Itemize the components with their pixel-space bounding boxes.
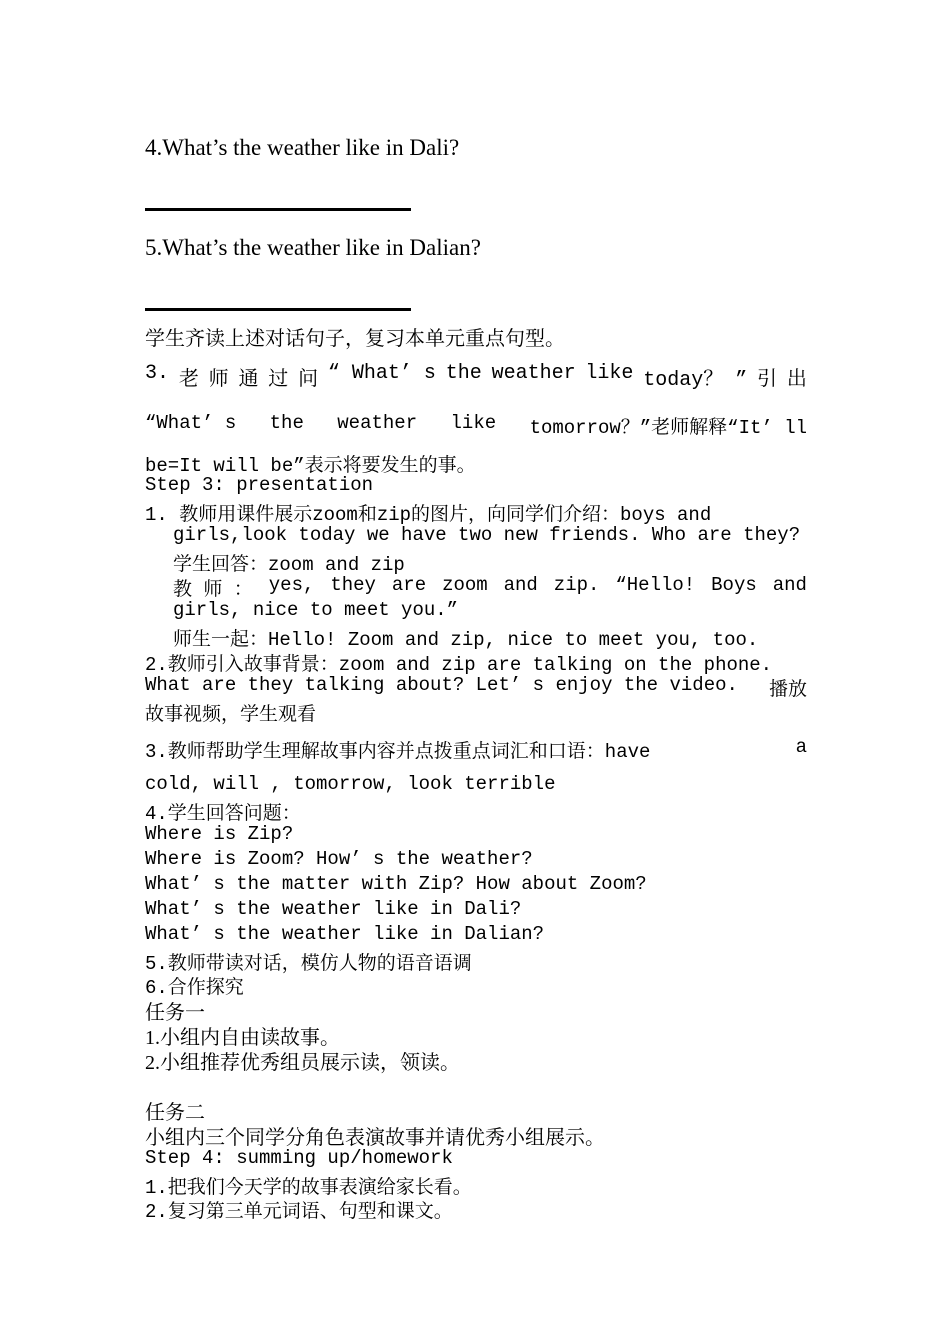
question-5: 5.What’s the weather like in Dalian? bbox=[145, 235, 481, 260]
task-1-heading: 任务一 bbox=[145, 1002, 205, 1024]
body-line-1: 学生齐读上述对话句子，复习本单元重点句型。 bbox=[145, 328, 565, 350]
question-matter: What’ s the matter with Zip? How about Zoom? bbox=[145, 873, 647, 895]
task-1-item-1: 1.小组内自由读故事。 bbox=[145, 1027, 340, 1049]
body-line-13: What are they talking about? Let’ s enjoy the video. 播放 bbox=[145, 674, 807, 701]
body-line-23: 5.教师带读对话，模仿人物的语音语调 bbox=[145, 953, 472, 975]
task-2-item: 小组内三个同学分角色表演故事并请优秀小组展示。 bbox=[145, 1127, 605, 1149]
body-line-15: 3.教师帮助学生理解故事内容并点拨重点词汇和口语：have a bbox=[145, 736, 807, 763]
question-where-zoom: Where is Zoom? How’ s the weather? bbox=[145, 848, 533, 870]
question-dalian: What’ s the weather like in Dalian? bbox=[145, 923, 545, 945]
body-line-2: 3. 老 师 通 过 问 “ What’ s the weather like today？ ” 引 出 bbox=[145, 362, 807, 392]
body-line-6: 1. 教师用课件展示zoom和zip的图片，向同学们介绍：boys and bbox=[145, 504, 712, 526]
body-line-24: 6.合作探究 bbox=[145, 977, 244, 999]
step-3-heading: Step 3: presentation bbox=[145, 474, 374, 496]
body-line-3: “What’ s the weather like tomorrow？”老师解释“It’ ll bbox=[145, 412, 807, 439]
question-dali: What’ s the weather like in Dali? bbox=[145, 898, 522, 920]
body-line-12: 2.教师引入故事背景：zoom and zip are talking on the phone. bbox=[145, 654, 773, 676]
body-line-17: 4.学生回答问题： bbox=[145, 803, 301, 825]
body-line-10: girls, nice to meet you.” bbox=[173, 599, 459, 621]
homework-item-2: 2.复习第三单元词语、句型和课文。 bbox=[145, 1201, 453, 1223]
body-line-7: girls,look today we have two new friends. Who are they? bbox=[173, 524, 801, 546]
task-1-item-2: 2.小组推荐优秀组员展示读，领读。 bbox=[145, 1052, 460, 1074]
body-line-11: 师生一起：Hello! Zoom and zip, nice to meet you, too. bbox=[173, 629, 759, 651]
question-4: 4.What’s the weather like in Dali? bbox=[145, 135, 460, 160]
body-line-8: 学生回答：zoom and zip bbox=[173, 554, 405, 576]
task-2-heading: 任务二 bbox=[145, 1102, 205, 1124]
question-where-zip: Where is Zip? bbox=[145, 823, 294, 845]
body-line-4: be=It will be”表示将要发生的事。 bbox=[145, 455, 476, 477]
body-line-16: cold, will , tomorrow, look terrible bbox=[145, 773, 556, 795]
answer-blank-4 bbox=[145, 208, 411, 211]
body-line-14: 故事视频，学生观看 bbox=[145, 704, 317, 726]
step-4-heading: Step 4: summing up/homework bbox=[145, 1147, 453, 1169]
answer-blank-5 bbox=[145, 308, 411, 311]
body-line-9: 教 师 ： yes, they are zoom and zip. “Hello! Boys and bbox=[173, 574, 807, 601]
homework-item-1: 1.把我们今天学的故事表演给家长看。 bbox=[145, 1177, 472, 1199]
